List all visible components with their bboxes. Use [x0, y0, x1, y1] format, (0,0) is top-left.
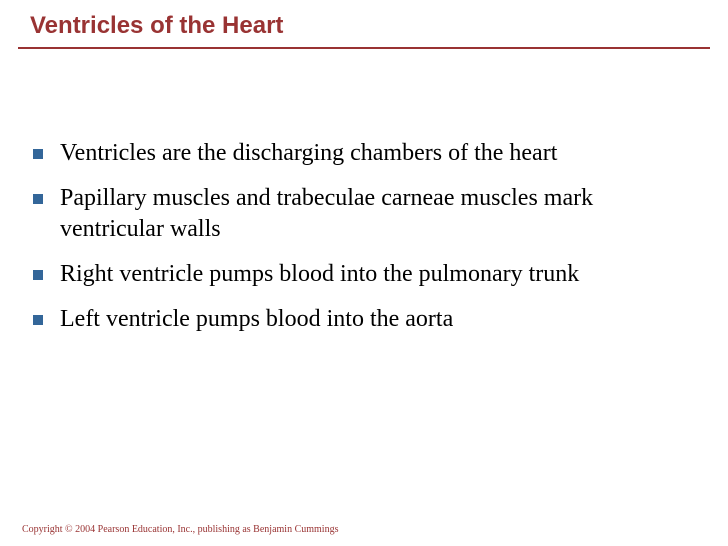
- square-bullet-icon: [33, 270, 43, 280]
- bullet-text: Ventricles are the discharging chambers of the heart: [60, 140, 558, 166]
- slide-title: Ventricles of the Heart: [30, 12, 284, 39]
- square-bullet-icon: [33, 149, 43, 159]
- bullet-item: [32, 183, 692, 245]
- bullet-text: Left ventricle pumps blood into the aorta: [60, 306, 454, 332]
- bullet-text: Right ventricle pumps blood into the pulmonary trunk: [60, 261, 580, 287]
- copyright-footer: Copyright © 2004 Pearson Education, Inc., publishing as Benjamin Cummings: [22, 524, 339, 535]
- bullet-item: [32, 138, 692, 169]
- bullet-text: Papillary muscles and trabeculae carneae muscles mark ventricular walls: [60, 185, 594, 242]
- bullet-list: [32, 138, 692, 349]
- square-bullet-icon: [33, 194, 43, 204]
- title-divider: [18, 47, 710, 49]
- bullet-item: [32, 304, 692, 335]
- square-bullet-icon: [33, 315, 43, 325]
- bullet-item: [32, 259, 692, 290]
